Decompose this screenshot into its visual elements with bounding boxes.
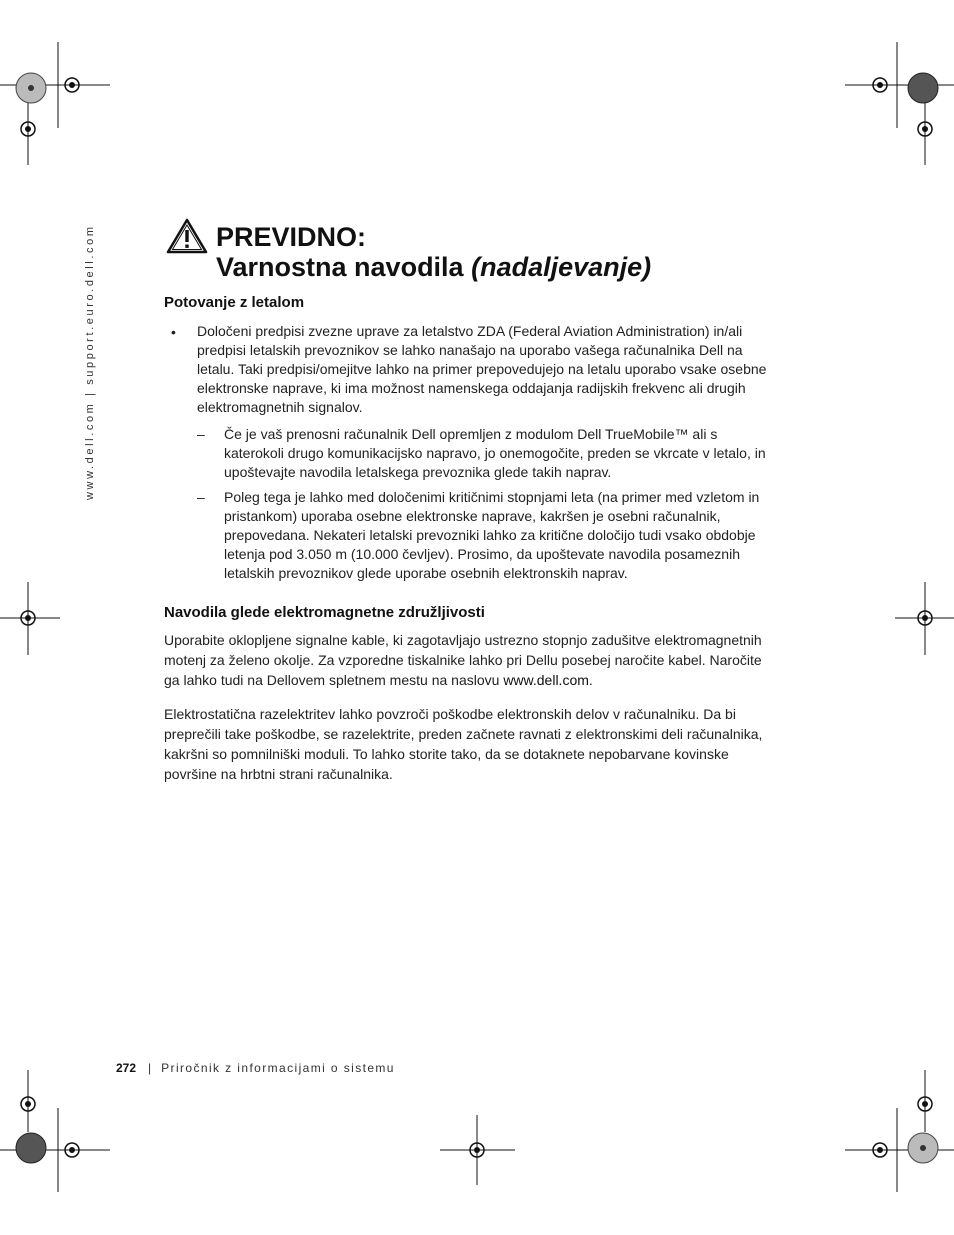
sub-item-1: Če je vaš prenosni računalnik Dell opremljen z modulom Dell TrueMobile™ ali s katerokoli drugo komunikacijsko napravo, jo onemogočite, preden se vkrcate v letalo, in upoštevajte navodila letalskega prevoznika glede takih naprav. [224, 426, 766, 480]
section-heading-air-travel: Potovanje z letalom [164, 294, 305, 311]
footer-separator: | [148, 1061, 152, 1075]
caution-label: PREVIDNO: [216, 222, 367, 252]
dell-website-link[interactable]: www.dell.com [503, 672, 589, 688]
bullet-symbol: • [171, 324, 176, 340]
emc-paragraph-1-end: . [588, 672, 593, 688]
emc-paragraph-1 [164, 630, 776, 690]
emc-paragraph-1-text: Uporabite oklopljene signalne kable, ki zagotavljajo ustrezno stopnjo zadušitve elektromagnetnih motenj za želeno okolje. Za vzporedne tiskalnike lahko pri Dellu posebej naročite kabel. Naročite ga lahko tudi na Dellovem spletnem mestu na naslovu [164, 632, 762, 688]
footer-doc-title: Priročnik z informacijami o sistemu [161, 1061, 395, 1075]
warning-triangle-icon [166, 218, 208, 254]
section-heading-emc: Navodila glede elektromagnetne združljivosti [164, 604, 485, 621]
page-title-continued: (nadaljevanje) [471, 252, 652, 282]
sub-item-2: Poleg tega je lahko med določenimi kritičnimi stopnjami leta (na primer med vzletom in pristankom) uporaba osebne elektronske naprave, kakršen je osebni računalnik, prepovedana. Nekateri letalski prevozniki lahko za kritične določijo tudi vsako obdobje letenja pod 3.050 m (10.000 čevljev). Prosimo, da upoštevate navodila posameznih letalskih prevoznikov glede uporabe osebnih elektronskih naprav. [224, 489, 760, 581]
bullet-paragraph: Določeni predpisi zvezne uprave za letalstvo ZDA (Federal Aviation Administration) in/ali predpisi letalskih prevoznikov se lahko nanašajo na uporabo vašega računalnika Dell na letalu. Taki predpisi/omejitve lahko na primer prepovedujejo na letalu uporabo vsake osebne elektronske naprave, ki ima možnost namenskega oddajanja radijskih frekvenc ali drugih elektromagnetnih signalov. [197, 323, 767, 415]
emc-paragraph-2: Elektrostatična razelektritev lahko povzroči poškodbe elektronskih delov v računalniku. Da bi preprečili take poškodbe, se razelektrite, preden začnete ravnati z elektronskimi deli računalnika, kakršni so pomnilniški moduli. To lahko storite tako, da se dotaknete nepobarvane kovinske površine na hrbtni strani računalnika. [164, 706, 763, 782]
page-number: 272 [116, 1061, 137, 1075]
page-title [216, 252, 651, 283]
page-footer [116, 1061, 395, 1075]
dash-symbol-2: – [197, 489, 205, 505]
side-url: www.dell.com | support.euro.dell.com [84, 224, 96, 500]
page-title-main: Varnostna navodila [216, 252, 464, 282]
dash-symbol-1: – [197, 426, 205, 442]
